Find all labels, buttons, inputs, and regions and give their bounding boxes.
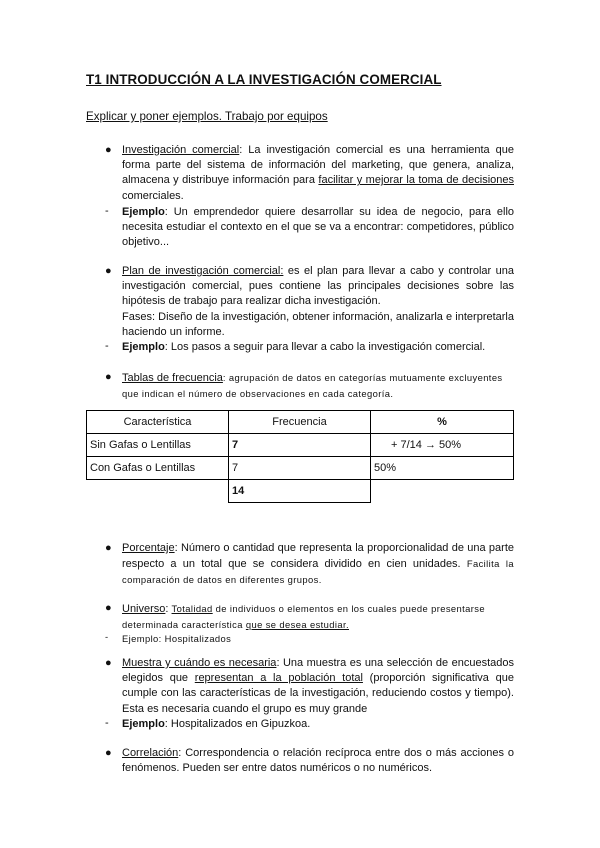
table-cell: 50% bbox=[371, 457, 514, 480]
dash-icon: - bbox=[105, 340, 109, 352]
example-5: Ejemplo: Hospitalizados bbox=[122, 633, 232, 644]
section-universo: Universo: Totalidad de individuos o elementos en los cuales puede presentarse determinada característica que se desea estudiar. bbox=[122, 603, 485, 631]
bullet-icon: ● bbox=[105, 371, 112, 383]
section-porcentaje: Porcentaje: Número o cantidad que representa la proporcionalidad de una parte respecto a un total que se considera dividido en cien unidades. Facilita la comparación de datos en diferentes grupos. bbox=[122, 542, 515, 586]
section-tablas-frecuencia: Tablas de frecuencia: agrupación de datos en categorías mutuamente excluyentes que indican el número de observaciones en cada categoría. bbox=[122, 372, 503, 400]
table-cell: Sin Gafas o Lentillas bbox=[87, 434, 229, 457]
bullet-icon: ● bbox=[105, 542, 112, 554]
table-row bbox=[87, 434, 514, 457]
table-cell: 7 bbox=[229, 434, 371, 457]
table-header-row bbox=[87, 411, 514, 434]
header-cell: Frecuencia bbox=[229, 411, 371, 434]
bullet-icon: ● bbox=[105, 265, 112, 277]
section-correlacion: Correlación: Correspondencia o relación recíproca entre dos o más acciones o fenómenos. Pueden ser entre datos numéricos o no numéricos. bbox=[122, 747, 514, 775]
section-plan-investigacion: Plan de investigación comercial: es el plan para llevar a cabo y controlar una investigación comercial, pues contiene las principales decisiones sobre las hipótesis de trabajo para realizar dicha investigación. Fases: Diseño de la investigación, obtener información, analizarla e interpretarla haciendo un informe. bbox=[122, 265, 514, 338]
page-title: T1 INTRODUCCIÓN A LA INVESTIGACIÓN COMERCIAL bbox=[86, 72, 442, 87]
table-cell: 7 bbox=[229, 457, 371, 480]
page-subtitle: Explicar y poner ejemplos. Trabajo por equipos bbox=[86, 110, 328, 123]
header-cell: Característica bbox=[87, 411, 229, 434]
bullet-icon: ● bbox=[105, 747, 112, 759]
bullet-icon: ● bbox=[105, 657, 112, 669]
table-cell: + 7/14 → 50% bbox=[371, 434, 514, 457]
bullet-icon: ● bbox=[105, 602, 112, 614]
dash-icon: - bbox=[105, 631, 109, 642]
example-6: Ejemplo: Hospitalizados en Gipuzkoa. bbox=[122, 718, 311, 730]
example-1: Ejemplo: Un emprendedor quiere desarrollar su idea de negocio, para ello necesita estudiar el contexto en el que se va a encontrar: competidores, público objetivo... bbox=[122, 206, 514, 249]
dash-icon: - bbox=[105, 205, 109, 217]
table-total-row bbox=[87, 480, 514, 503]
section-investigacion-comercial: Investigación comercial: La investigación comercial es una herramienta que forma parte del sistema de información del marketing, que genera, analiza, almacena y distribuye información para facilitar y mejorar la toma de decisiones comerciales. bbox=[122, 144, 514, 202]
bullet-icon: ● bbox=[105, 144, 112, 156]
header-cell: % bbox=[371, 411, 514, 434]
dash-icon: - bbox=[105, 717, 109, 729]
total-cell: 14 bbox=[229, 480, 371, 503]
section-muestra: Muestra y cuándo es necesaria: Una muestra es una selección de encuestados elegidos que representan a la población total (proporción significativa que cumple con las características de la investigación, reduciendo costos y tiempo). Esta es necesaria cuando el grupo es muy grande bbox=[122, 657, 514, 715]
frequency-table bbox=[86, 410, 514, 503]
term: Investigación comercial bbox=[122, 144, 240, 156]
example-2: Ejemplo: Los pasos a seguir para llevar a cabo la investigación comercial. bbox=[122, 341, 486, 353]
table-cell: Con Gafas o Lentillas bbox=[87, 457, 229, 480]
table-row bbox=[87, 457, 514, 480]
